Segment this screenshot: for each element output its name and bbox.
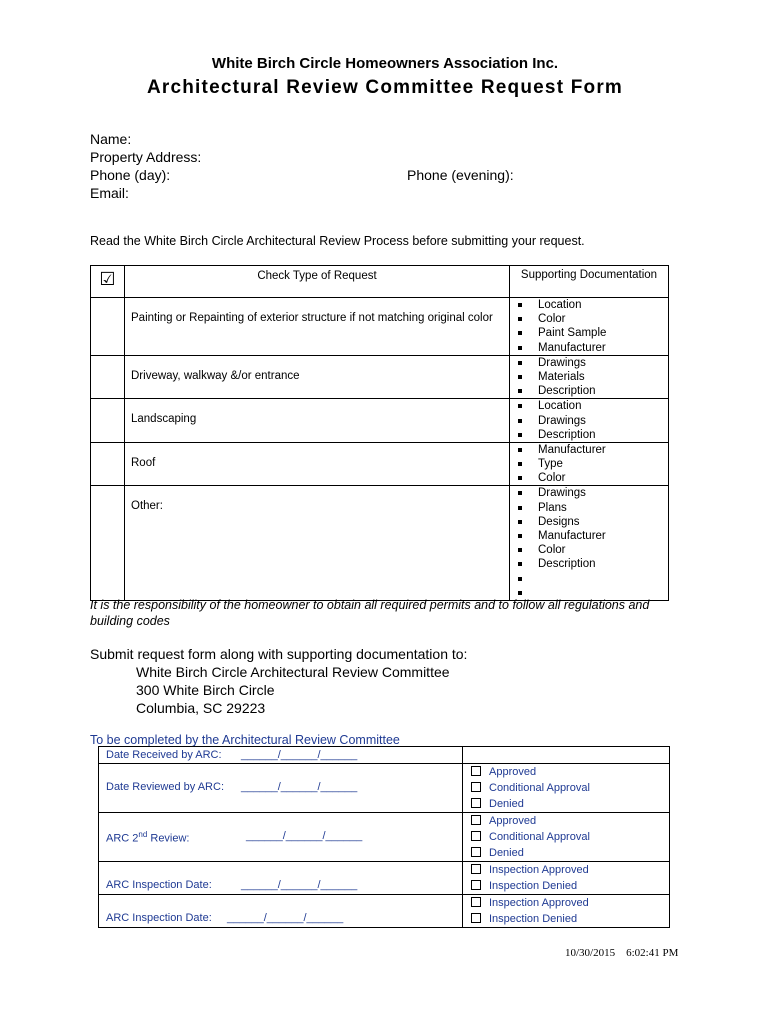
option-label: Inspection Approved xyxy=(489,897,589,909)
col-header-type: Check Type of Request xyxy=(125,266,510,298)
doc-item: Color xyxy=(510,471,668,485)
inspection-date-value[interactable]: ______/______/______ xyxy=(241,879,358,891)
doc-item: Materials xyxy=(510,370,668,384)
request-type-driveway: Driveway, walkway &/or entrance xyxy=(125,355,510,399)
docs-cell-other xyxy=(510,486,669,601)
option-approved[interactable] xyxy=(463,764,669,780)
docs-list xyxy=(510,356,668,399)
doc-item: Description xyxy=(510,428,668,442)
doc-item: Drawings xyxy=(510,414,668,428)
checkbox-icon[interactable] xyxy=(471,798,481,808)
doc-item xyxy=(510,572,668,586)
committee-heading: To be completed by the Architectural Review Committee xyxy=(90,733,400,747)
inspection-options-1 xyxy=(463,862,670,895)
option-label: Denied xyxy=(489,847,524,859)
print-timestamp xyxy=(565,947,678,959)
submit-instructions: Submit request form along with supporting documentation to: xyxy=(90,646,468,662)
checkbox-icon[interactable] xyxy=(471,847,481,857)
date-received-options xyxy=(463,747,670,764)
request-type-table xyxy=(90,265,669,601)
date-reviewed-value[interactable]: ______/______/______ xyxy=(241,781,358,793)
option-approved[interactable] xyxy=(463,813,669,829)
option-inspection-denied[interactable] xyxy=(463,878,669,894)
doc-item: Plans xyxy=(510,501,668,515)
responsibility-note: It is the responsibility of the homeowner to obtain all required permits and to follow all regulations and building codes xyxy=(90,598,650,628)
doc-item: Drawings xyxy=(510,356,668,370)
request-type-landscaping: Landscaping xyxy=(125,399,510,443)
date-received-value[interactable]: ______/______/______ xyxy=(241,749,358,761)
doc-item: Designs xyxy=(510,515,668,529)
docs-list xyxy=(510,399,668,442)
second-review-value[interactable]: ______/______/______ xyxy=(246,830,363,842)
inspection-date-label: ARC Inspection Date: xyxy=(106,879,212,891)
checkbox-icon[interactable] xyxy=(471,815,481,825)
option-inspection-denied[interactable] xyxy=(463,911,669,927)
option-label: Inspection Denied xyxy=(489,880,578,892)
phone-day-label: Phone (day): xyxy=(90,167,171,183)
option-label: Approved xyxy=(489,815,537,827)
checkbox-icon[interactable] xyxy=(471,880,481,890)
date-received-label: Date Received by ARC: xyxy=(106,749,222,761)
doc-item: Paint Sample xyxy=(510,326,668,340)
check-icon: ☑ xyxy=(91,266,125,298)
option-denied[interactable] xyxy=(463,796,669,812)
docs-cell-driveway xyxy=(510,355,669,399)
doc-item: Manufacturer xyxy=(510,443,668,457)
checkbox-icon[interactable] xyxy=(471,831,481,841)
print-time: 6:02:41 PM xyxy=(626,947,679,959)
checkbox-icon[interactable] xyxy=(471,864,481,874)
option-label: Denied xyxy=(489,798,524,810)
name-label: Name: xyxy=(90,131,132,147)
address-line-3: Columbia, SC 29223 xyxy=(136,700,266,716)
second-review-cell xyxy=(99,813,463,862)
request-type-other: Other: xyxy=(125,486,510,601)
property-address-label: Property Address: xyxy=(90,149,202,165)
inspection-date-label: ARC Inspection Date: xyxy=(106,912,212,924)
request-checkbox-landscaping[interactable] xyxy=(91,399,125,443)
second-review-label: ARC 2nd Review: xyxy=(106,830,190,845)
option-label: Inspection Approved xyxy=(489,864,589,876)
doc-item: Type xyxy=(510,457,668,471)
org-name: White Birch Circle Homeowners Association Inc. xyxy=(211,55,559,72)
review-options xyxy=(463,764,670,813)
instruction-text: Read the White Birch Circle Architectural Review Process before submitting your request. xyxy=(90,234,585,248)
option-inspection-approved[interactable] xyxy=(463,862,669,878)
docs-cell-roof xyxy=(510,442,669,486)
doc-item: Manufacturer xyxy=(510,341,668,355)
date-reviewed-cell xyxy=(99,764,463,813)
checkbox-icon[interactable] xyxy=(471,897,481,907)
doc-item: Description xyxy=(510,384,668,398)
second-review-options xyxy=(463,813,670,862)
option-conditional[interactable] xyxy=(463,780,669,796)
option-inspection-approved[interactable] xyxy=(463,895,669,911)
request-checkbox-roof[interactable] xyxy=(91,442,125,486)
date-received-cell xyxy=(99,747,463,764)
email-label: Email: xyxy=(90,185,129,201)
inspection-options-2 xyxy=(463,895,670,928)
docs-cell-landscaping xyxy=(510,399,669,443)
doc-item: Color xyxy=(510,543,668,557)
docs-list xyxy=(510,298,668,355)
checkbox-icon[interactable] xyxy=(471,782,481,792)
col-header-docs: Supporting Documentation xyxy=(510,266,669,298)
option-label: Conditional Approval xyxy=(489,831,590,843)
docs-cell-painting xyxy=(510,298,669,356)
option-label: Conditional Approval xyxy=(489,782,590,794)
inspection-date-cell-2 xyxy=(99,895,463,928)
option-denied[interactable] xyxy=(463,845,669,861)
option-label: Approved xyxy=(489,766,537,778)
option-label: Inspection Denied xyxy=(489,913,578,925)
doc-item: Location xyxy=(510,298,668,312)
doc-item: Color xyxy=(510,312,668,326)
checkbox-icon[interactable] xyxy=(471,766,481,776)
form-title: Architectural Review Committee Request Form xyxy=(146,77,624,98)
address-line-2: 300 White Birch Circle xyxy=(136,682,275,698)
inspection-date-value[interactable]: ______/______/______ xyxy=(227,912,344,924)
request-checkbox-other[interactable] xyxy=(91,486,125,601)
docs-list xyxy=(510,486,668,600)
request-checkbox-painting[interactable] xyxy=(91,298,125,356)
doc-item: Description xyxy=(510,557,668,571)
date-reviewed-label: Date Reviewed by ARC: xyxy=(106,781,224,793)
checkbox-icon[interactable] xyxy=(471,913,481,923)
doc-item: Manufacturer xyxy=(510,529,668,543)
doc-item: Drawings xyxy=(510,486,668,500)
phone-evening-label: Phone (evening): xyxy=(407,167,514,183)
request-type-painting: Painting or Repainting of exterior structure if not matching original color xyxy=(125,298,510,356)
print-date: 10/30/2015 xyxy=(565,947,616,959)
option-conditional[interactable] xyxy=(463,829,669,845)
request-checkbox-driveway[interactable] xyxy=(91,355,125,399)
docs-list xyxy=(510,443,668,486)
committee-table xyxy=(98,746,670,928)
doc-item: Location xyxy=(510,399,668,413)
inspection-date-cell-1 xyxy=(99,862,463,895)
request-type-roof: Roof xyxy=(125,442,510,486)
address-line-1: White Birch Circle Architectural Review Committee xyxy=(136,664,450,680)
